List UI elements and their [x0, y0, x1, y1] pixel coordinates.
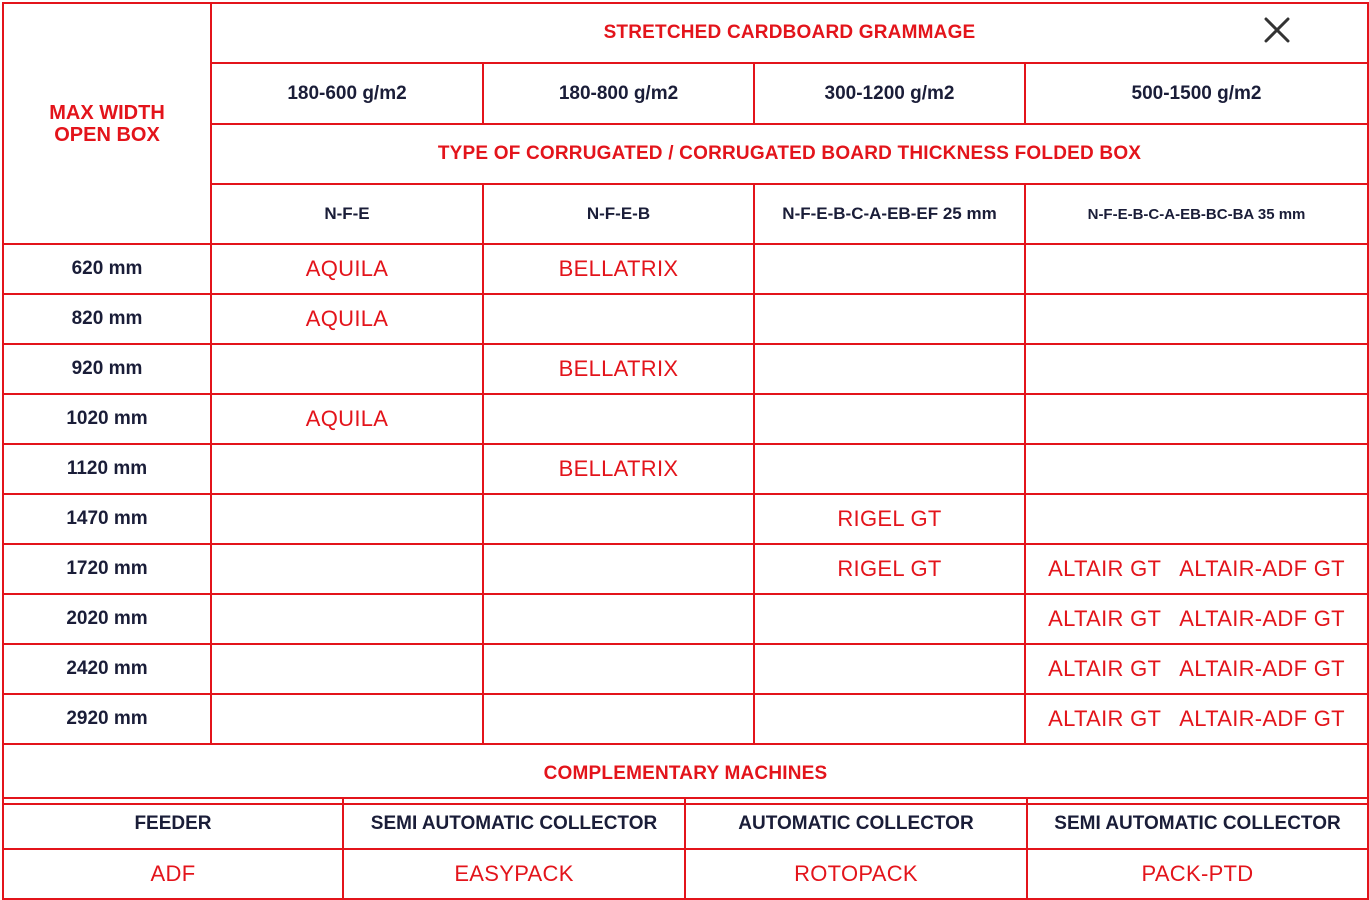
grammage-col-1: 180-600 g/m2 [211, 63, 483, 124]
table-row [3, 394, 1368, 444]
max-width-label-line2: OPEN BOX [54, 123, 160, 146]
corrugated-col-2: N-F-E-B [483, 184, 754, 244]
machine-cell[interactable] [211, 644, 483, 694]
width-cell: 1720 mm [3, 544, 211, 594]
complementary-grid [2, 797, 1369, 900]
comp-machine-easypack[interactable]: EASYPACK [343, 849, 685, 899]
grammage-col-4: 500-1500 g/m2 [1025, 63, 1368, 124]
machine-cell[interactable] [483, 594, 754, 644]
machine-cell[interactable]: RIGEL GT [754, 494, 1025, 544]
machine-link[interactable]: ALTAIR-ADF GT [1179, 706, 1345, 731]
machine-cell[interactable] [211, 694, 483, 744]
table-row [3, 244, 1368, 294]
machine-link[interactable]: ALTAIR-ADF GT [1179, 556, 1345, 581]
machine-cell[interactable] [211, 344, 483, 394]
comp-label-semi-collector: SEMI AUTOMATIC COLLECTOR [343, 798, 685, 849]
machine-cell[interactable] [211, 544, 483, 594]
machine-cell[interactable] [754, 644, 1025, 694]
machine-link[interactable]: ALTAIR GT [1048, 706, 1162, 731]
machine-cell[interactable] [211, 594, 483, 644]
machine-cell-pair [1025, 294, 1368, 344]
machine-cell-pair [1025, 394, 1368, 444]
machine-cell[interactable] [754, 394, 1025, 444]
width-cell: 1470 mm [3, 494, 211, 544]
machine-cell[interactable] [754, 594, 1025, 644]
grammage-col-2: 180-800 g/m2 [483, 63, 754, 124]
grammage-col-3: 300-1200 g/m2 [754, 63, 1025, 124]
table-row [3, 444, 1368, 494]
machine-cell[interactable]: BELLATRIX [483, 444, 754, 494]
max-width-label-line1: MAX WIDTH [49, 101, 165, 124]
machine-cell[interactable] [754, 694, 1025, 744]
machine-cell[interactable] [754, 344, 1025, 394]
machine-cell-pair [1025, 444, 1368, 494]
machine-cell[interactable]: AQUILA [211, 394, 483, 444]
table-row [3, 294, 1368, 344]
machine-link[interactable]: ALTAIR GT [1048, 606, 1162, 631]
corrugated-title: TYPE OF CORRUGATED / CORRUGATED BOARD THICKNESS FOLDED BOX [211, 124, 1368, 184]
comp-label-semi-collector-2: SEMI AUTOMATIC COLLECTOR [1027, 798, 1368, 849]
machine-cell-pair [1025, 594, 1368, 644]
comp-label-feeder: FEEDER [3, 798, 343, 849]
machine-cell[interactable] [754, 294, 1025, 344]
width-cell: 1020 mm [3, 394, 211, 444]
machine-cell[interactable] [483, 294, 754, 344]
corrugated-col-1: N-F-E [211, 184, 483, 244]
machine-cell[interactable] [483, 544, 754, 594]
width-cell: 2420 mm [3, 644, 211, 694]
table-row [3, 594, 1368, 644]
table-row [3, 494, 1368, 544]
comp-label-auto-collector: AUTOMATIC COLLECTOR [685, 798, 1027, 849]
machine-cell[interactable] [483, 494, 754, 544]
machine-cell[interactable]: AQUILA [211, 244, 483, 294]
machine-cell[interactable] [211, 494, 483, 544]
table-row [3, 644, 1368, 694]
width-cell: 2020 mm [3, 594, 211, 644]
corrugated-col-4: N-F-E-B-C-A-EB-BC-BA 35 mm [1025, 184, 1368, 244]
machine-link[interactable]: ALTAIR GT [1048, 556, 1162, 581]
machine-cell[interactable] [211, 444, 483, 494]
machine-cell[interactable]: RIGEL GT [754, 544, 1025, 594]
machine-link[interactable]: ALTAIR-ADF GT [1179, 656, 1345, 681]
machine-cell-pair [1025, 644, 1368, 694]
comp-machine-adf[interactable]: ADF [3, 849, 343, 899]
comp-machine-rotopack[interactable]: ROTOPACK [685, 849, 1027, 899]
width-cell: 920 mm [3, 344, 211, 394]
machine-cell[interactable]: BELLATRIX [483, 244, 754, 294]
machine-cell[interactable]: AQUILA [211, 294, 483, 344]
comp-machine-pack-ptd[interactable]: PACK-PTD [1027, 849, 1368, 899]
width-cell: 620 mm [3, 244, 211, 294]
width-cell: 820 mm [3, 294, 211, 344]
machine-cell[interactable] [483, 644, 754, 694]
machine-link[interactable]: ALTAIR-ADF GT [1179, 606, 1345, 631]
machine-link[interactable]: ALTAIR GT [1048, 656, 1162, 681]
max-width-header [3, 3, 211, 244]
width-cell: 1120 mm [3, 444, 211, 494]
table-row [3, 344, 1368, 394]
machine-cell[interactable] [483, 394, 754, 444]
machine-cell[interactable] [754, 244, 1025, 294]
machine-cell-pair [1025, 494, 1368, 544]
machine-cell-pair [1025, 694, 1368, 744]
machine-cell[interactable] [754, 444, 1025, 494]
corrugated-col-3: N-F-E-B-C-A-EB-EF 25 mm [754, 184, 1025, 244]
close-icon [1263, 16, 1291, 44]
machine-cell[interactable]: BELLATRIX [483, 344, 754, 394]
complementary-title: COMPLEMENTARY MACHINES [3, 744, 1368, 804]
table-row [3, 694, 1368, 744]
machine-cell-pair [1025, 244, 1368, 294]
machine-cell-pair [1025, 544, 1368, 594]
machine-cell-pair [1025, 344, 1368, 394]
grammage-title: STRETCHED CARDBOARD GRAMMAGE [211, 3, 1368, 63]
table-row [3, 544, 1368, 594]
main-grid [2, 2, 1369, 805]
machine-cell[interactable] [483, 694, 754, 744]
width-cell: 2920 mm [3, 694, 211, 744]
close-button[interactable] [1259, 12, 1295, 48]
